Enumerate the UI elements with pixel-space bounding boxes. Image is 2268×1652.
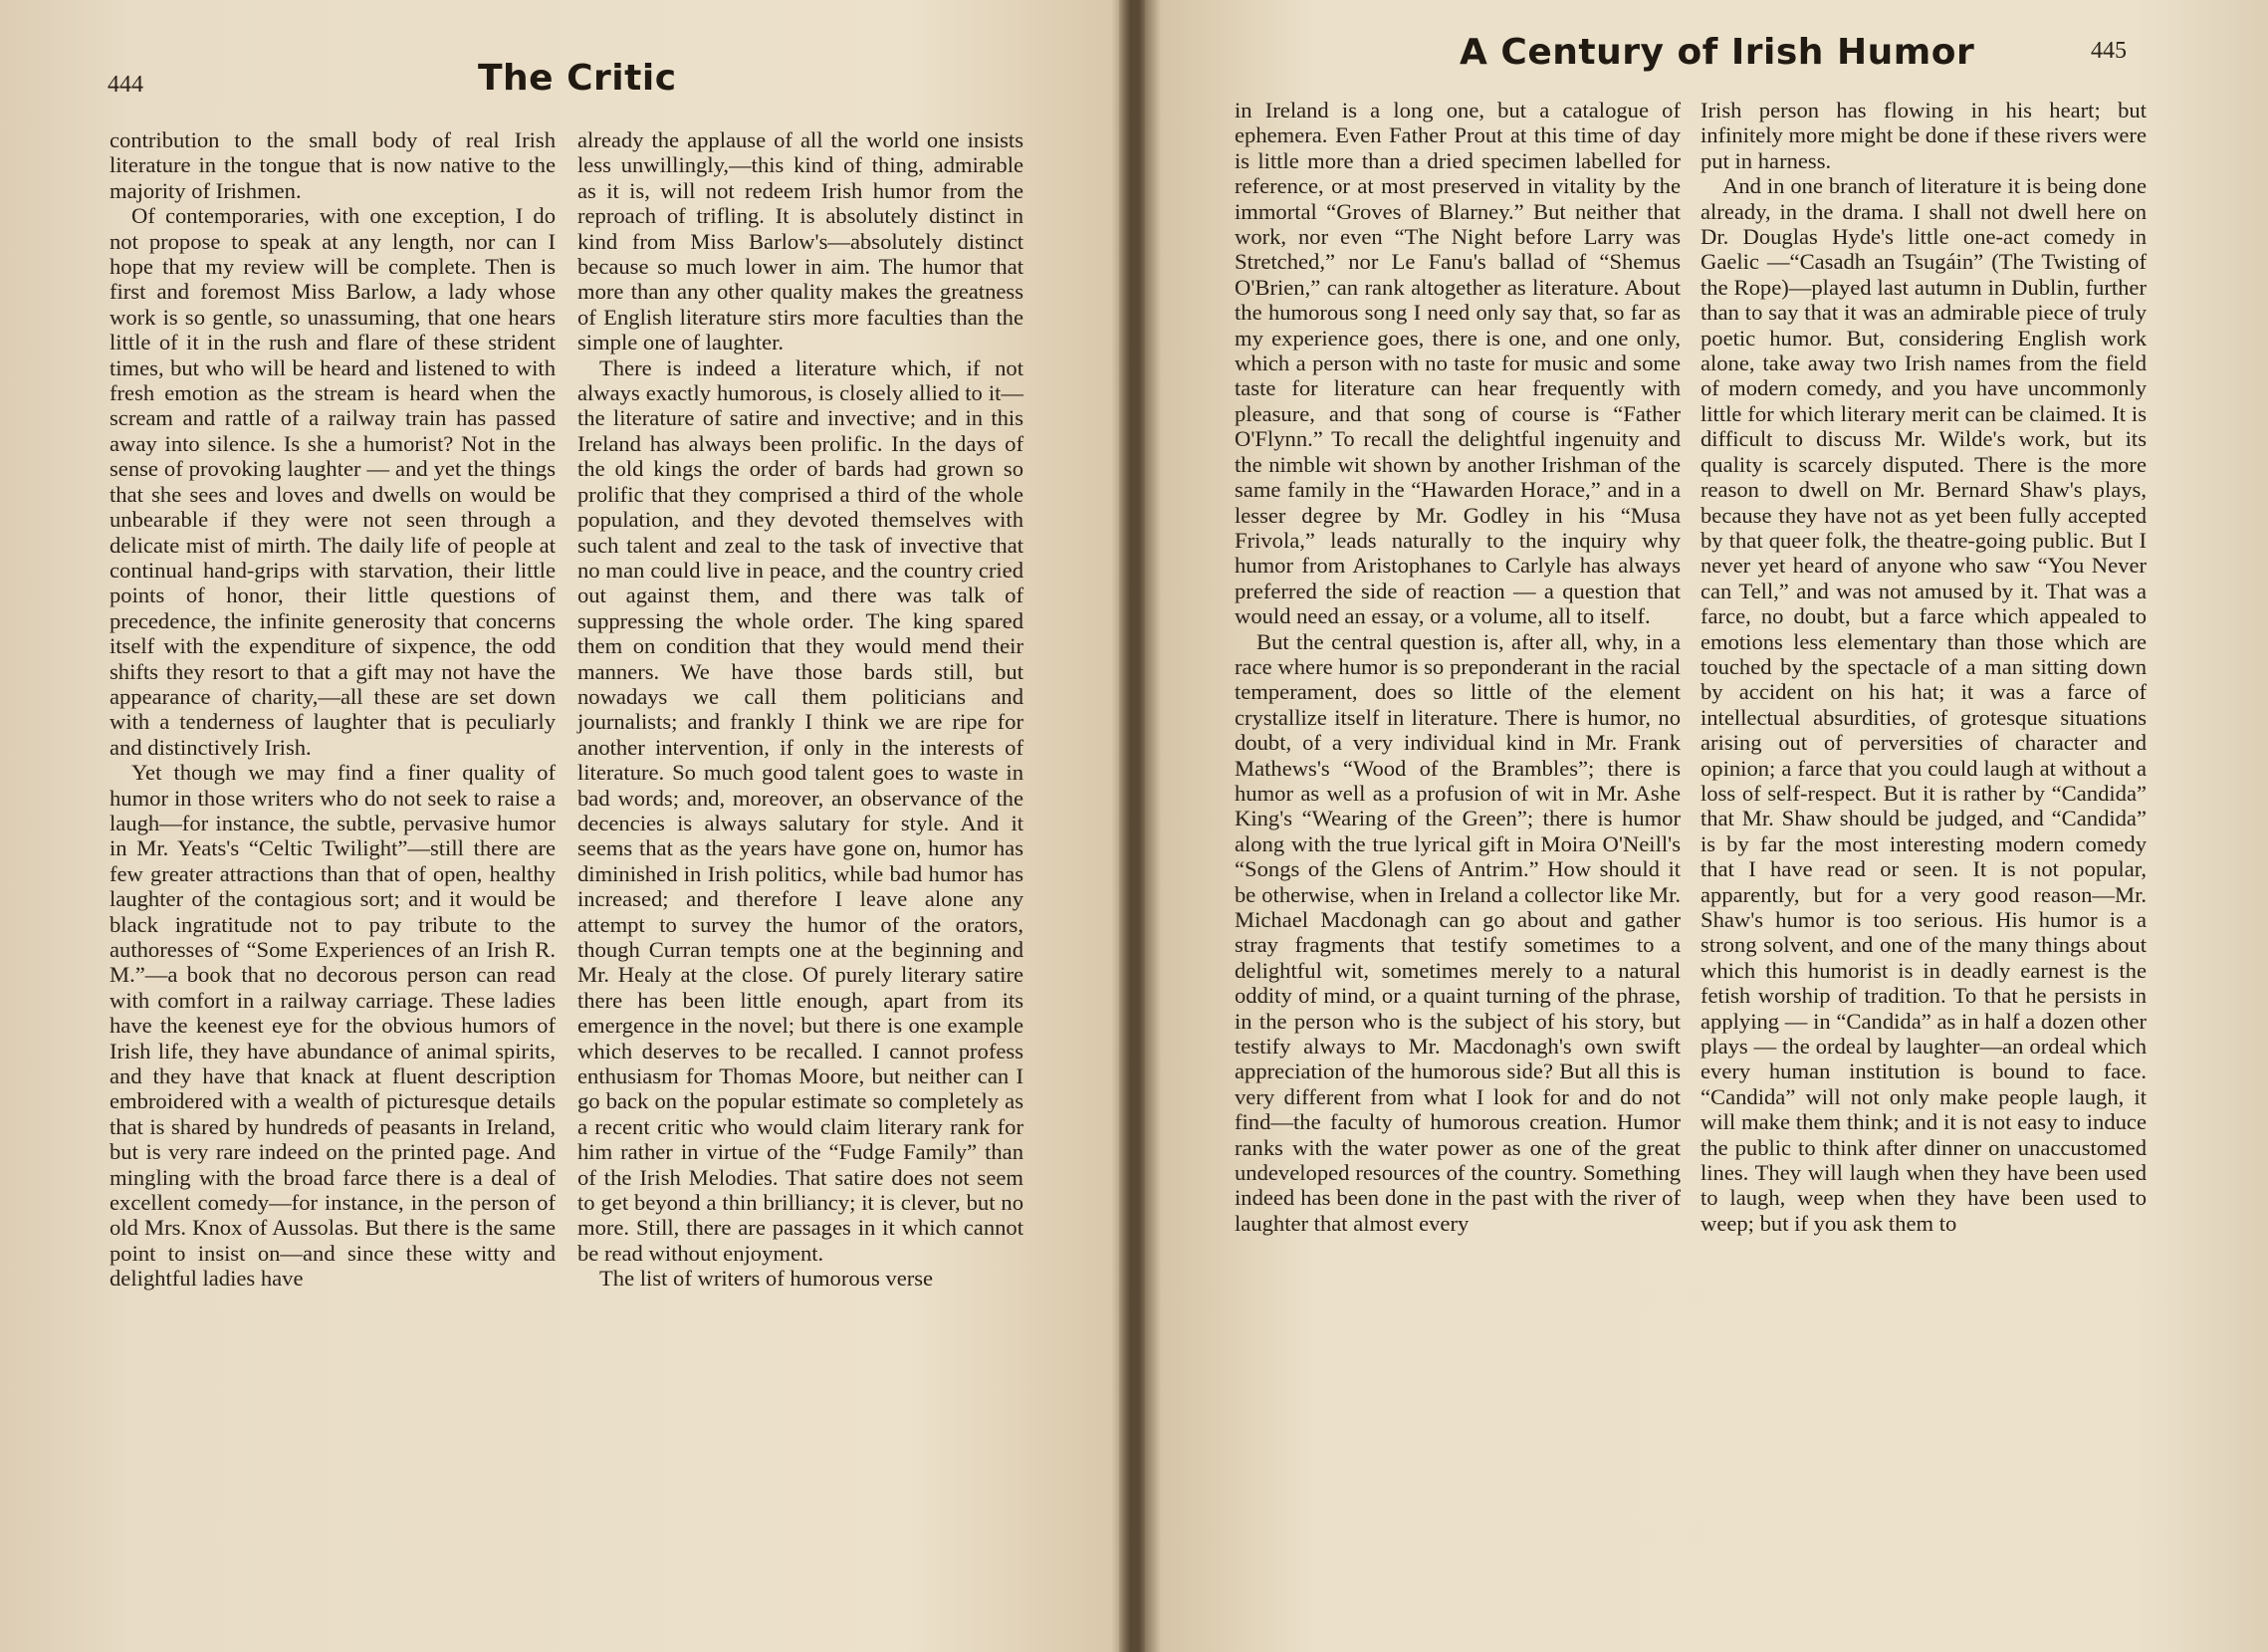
page-number-right: 445 [2091, 38, 2127, 64]
paragraph: And in one branch of literature it is being done already, in the drama. I shall not dwell here on Dr. Douglas Hyde's little one-act comedy in Gaelic —“Casadh an Tsugáin” (The Twisting of the Rope)—played last autumn in Dublin, further than to say that it was an admirable piece of truly poetic humor. But, considering English work alone, take away two Irish names from the field of modern comedy, and you have uncommonly little for which literary merit can be claimed. It is difficult to discuss Mr. Wilde's work, but its quality is scarcely disputed. There is the more reason to dwell on Mr. Bernard Shaw's plays, because they have not as yet been fully accepted by that queer folk, the theatre-going public. But I never yet heard of anyone who saw “You Never can Tell,” and was not amused by it. That was a farce, no doubt, but a farce which appealed to emotions less elementary than those which are touched by the spectacle of a man sitting down by accident on his hat; it was a farce of intellectual absurdities, of grotesque situations arising out of perversities of character and opinion; a farce that you could laugh at without a loss of self-respect. But it is rather by “Candida” that Mr. Shaw should be judged, and “Candida” is by far the most interesting modern comedy that I have read or seen. It is not popular, apparently, but for a very good reason—Mr. Shaw's humor is too serious. His humor is a strong solvent, and one of the many things about which this humorist is in deadly earnest is the fetish worship of tradition. To that he persists in applying — in “Candida” as in half a dozen other plays — the ordeal by laughter—an ordeal which every human institution is bound to face. “Candida” will not only make people laugh, it will make them think; and it is not easy to induce the public to think after dinner on unaccustomed lines. They will laugh when they have been used to laugh, weep when they have been used to weep; but if you ask them to [1701, 173, 2147, 1236]
right-page [1145, 0, 2268, 1652]
paragraph: Of contemporaries, with one exception, I do not propose to speak at any length, nor can I hope that my review will be complete. Then is first and foremost Miss Barlow, a lady whose work is so gentle, so unassuming, that one hears little of it in the rush and flare of these strident times, but who will be heard and listened to with fresh emotion as the stream is heard when the scream and rattle of a railway train has passed away into silence. Is she a humorist? Not in the sense of provoking laughter — and yet the things that she sees and loves and dwells on would be unbearable if they were not seen through a delicate mist of mirth. The daily life of people at continual hand-grips with starvation, their little points of honor, their little questions of precedence, the infinite generosity that concerns itself with the expenditure of sixpence, the odd shifts they resort to that a gift may not have the appearance of charity,—all these are set down with a tenderness of laughter that is peculiarly and distinctively Irish. [110, 203, 556, 760]
paragraph: in Ireland is a long one, but a catalogue of ephemera. Even Father Prout at this time of day is little more than a dried specimen labelled for reference, or at most preserved in vitality by the immortal “Groves of Blarney.” But neither that work, nor even “The Night before Larry was Stretched,” nor Le Fanu's ballad of “Shemus O'Brien,” can rank altogether as literature. About the humorous song I need only say that, so far as my experience goes, there is one, and one only, which a person with no taste for music and some taste for literature can hear frequently with pleasure, and that song of course is “Father O'Flynn.” To recall the delightful ingenuity and the nimble wit shown by another Irishman of the same family in the “Hawarden Horace,” and in a lesser degree by Mr. Godley in his “Musa Frivola,” leads naturally to the inquiry why humor from Aristophanes to Carlyle has always preferred the side of reaction — a question that would need an essay, or a volume, all to itself. [1235, 98, 1681, 629]
page-number-left: 444 [108, 72, 143, 98]
running-title-right: A Century of Irish Humor [1460, 32, 1975, 73]
right-column-2 [1701, 98, 2147, 1236]
paragraph: The list of writers of humorous verse [599, 1266, 934, 1292]
paragraph: contribution to the small body of real Irish literature in the tongue that is now native to the majority of Irishmen. [110, 127, 556, 203]
paragraph: already the applause of all the world one insists less unwillingly,—this kind of thing, admirable as it is, will not redeem Irish humor from the reproach of trifling. It is absolutely distinct in kind from Miss Barlow's—absolutely distinct because so much lower in aim. The humor that more than any other quality makes the greatness of English literature stirs more faculties than the simple one of laughter. [577, 127, 1023, 355]
left-column-2 [577, 127, 1023, 1292]
paragraph: Irish person has flowing in his heart; but infinitely more might be done if these rivers were put in harness. [1701, 98, 2147, 173]
running-title-left: The Critic [478, 58, 677, 99]
right-column-1 [1235, 98, 1681, 1236]
paragraph: But the central question is, after all, why, in a race where humor is so preponderant in the racial temperament, does so little of the element crystallize itself in literature. There is humor, no doubt, of a very individual kind in Mr. Frank Mathews's “Wood of the Brambles”; there is humor as well as a profusion of wit in Mr. Ashe King's “Wearing of the Green”; there is humor along with the true lyrical gift in Moira O'Neill's “Songs of the Glens of Antrim.” How should it be otherwise, when in Ireland a collector like Mr. Michael Macdonagh can go about and gather stray fragments that testify sometimes to a delightful wit, sometimes merely to a natural oddity of mind, or a quaint turning of the phrase, in the person who is the subject of his story, but testify always to Mr. Macdonagh's own swift appreciation of the humorous side? But all this is very different from what I look for and do not find—the faculty of humorous creation. Humor ranks with the water power as one of the great undeveloped resources of the country. Something indeed has been done in the past with the river of laughter that almost every [1235, 628, 1681, 1236]
paragraph: There is indeed a literature which, if not always exactly humorous, is closely allied to it—the literature of satire and invective; and in this Ireland has always been prolific. In the days of the old kings the order of bards had grown so prolific that they comprised a third of the whole population, and they devoted themselves with such talent and zeal to the task of invective that no man could live in peace, and the country cried out against them, and there was talk of suppressing the whole order. The king spared them on condition that they would mend their manners. We have those bards still, but nowadays we call them politicians and journalists; and frankly I think we are ripe for another intervention, if only in the interests of literature. So much good talent goes to waste in bad words; and, moreover, an observance of the decencies is always salutary for style. And it seems that as the years have gone on, humor has diminished in Irish politics, while bad humor has increased; and therefore I leave alone any attempt to survey the humor of the orators, though Curran tempts one at the beginning and Mr. Healy at the close. Of purely literary satire there has been little enough, apart from its emergence in the novel; but there is one example which deserves to be recalled. I cannot profess enthusiasm for Thomas Moore, but neither can I go back on the popular estimate so completely as a recent critic who would claim literary rank for him rather in virtue of the “Fudge Family” than of the Irish Melodies. That satire does not seem to get beyond a thin brilliancy; it is clever, but no more. Still, there are passages in it which cannot be read without enjoyment. [577, 354, 1023, 1266]
paragraph: Yet though we may find a finer quality of humor in those writers who do not seek to raise a laugh—for instance, the subtle, pervasive humor in Mr. Yeats's “Celtic Twilight”—still there are few greater attractions than that of open, healthy laughter of the contagious sort; and it would be black ingratitude not to pay tribute to the authoresses of “Some Experiences of an Irish R. M.”—a book that no decorous person can read with comfort in a railway carriage. These ladies have the keenest eye for the obvious humors of Irish life, they have abundance of animal spirits, and they have that knack at fluent description embroidered with a wealth of picturesque details that is shared by hundreds of peasants in Ireland, but is very rare indeed on the printed page. And mingling with the broad farce there is a deal of excellent comedy—for instance, in the person of old Mrs. Knox of Aussolas. But there is the same point to insist on—and since these witty and delightful ladies have [110, 760, 556, 1292]
left-page [0, 0, 1123, 1652]
left-column-1 [110, 127, 556, 1292]
